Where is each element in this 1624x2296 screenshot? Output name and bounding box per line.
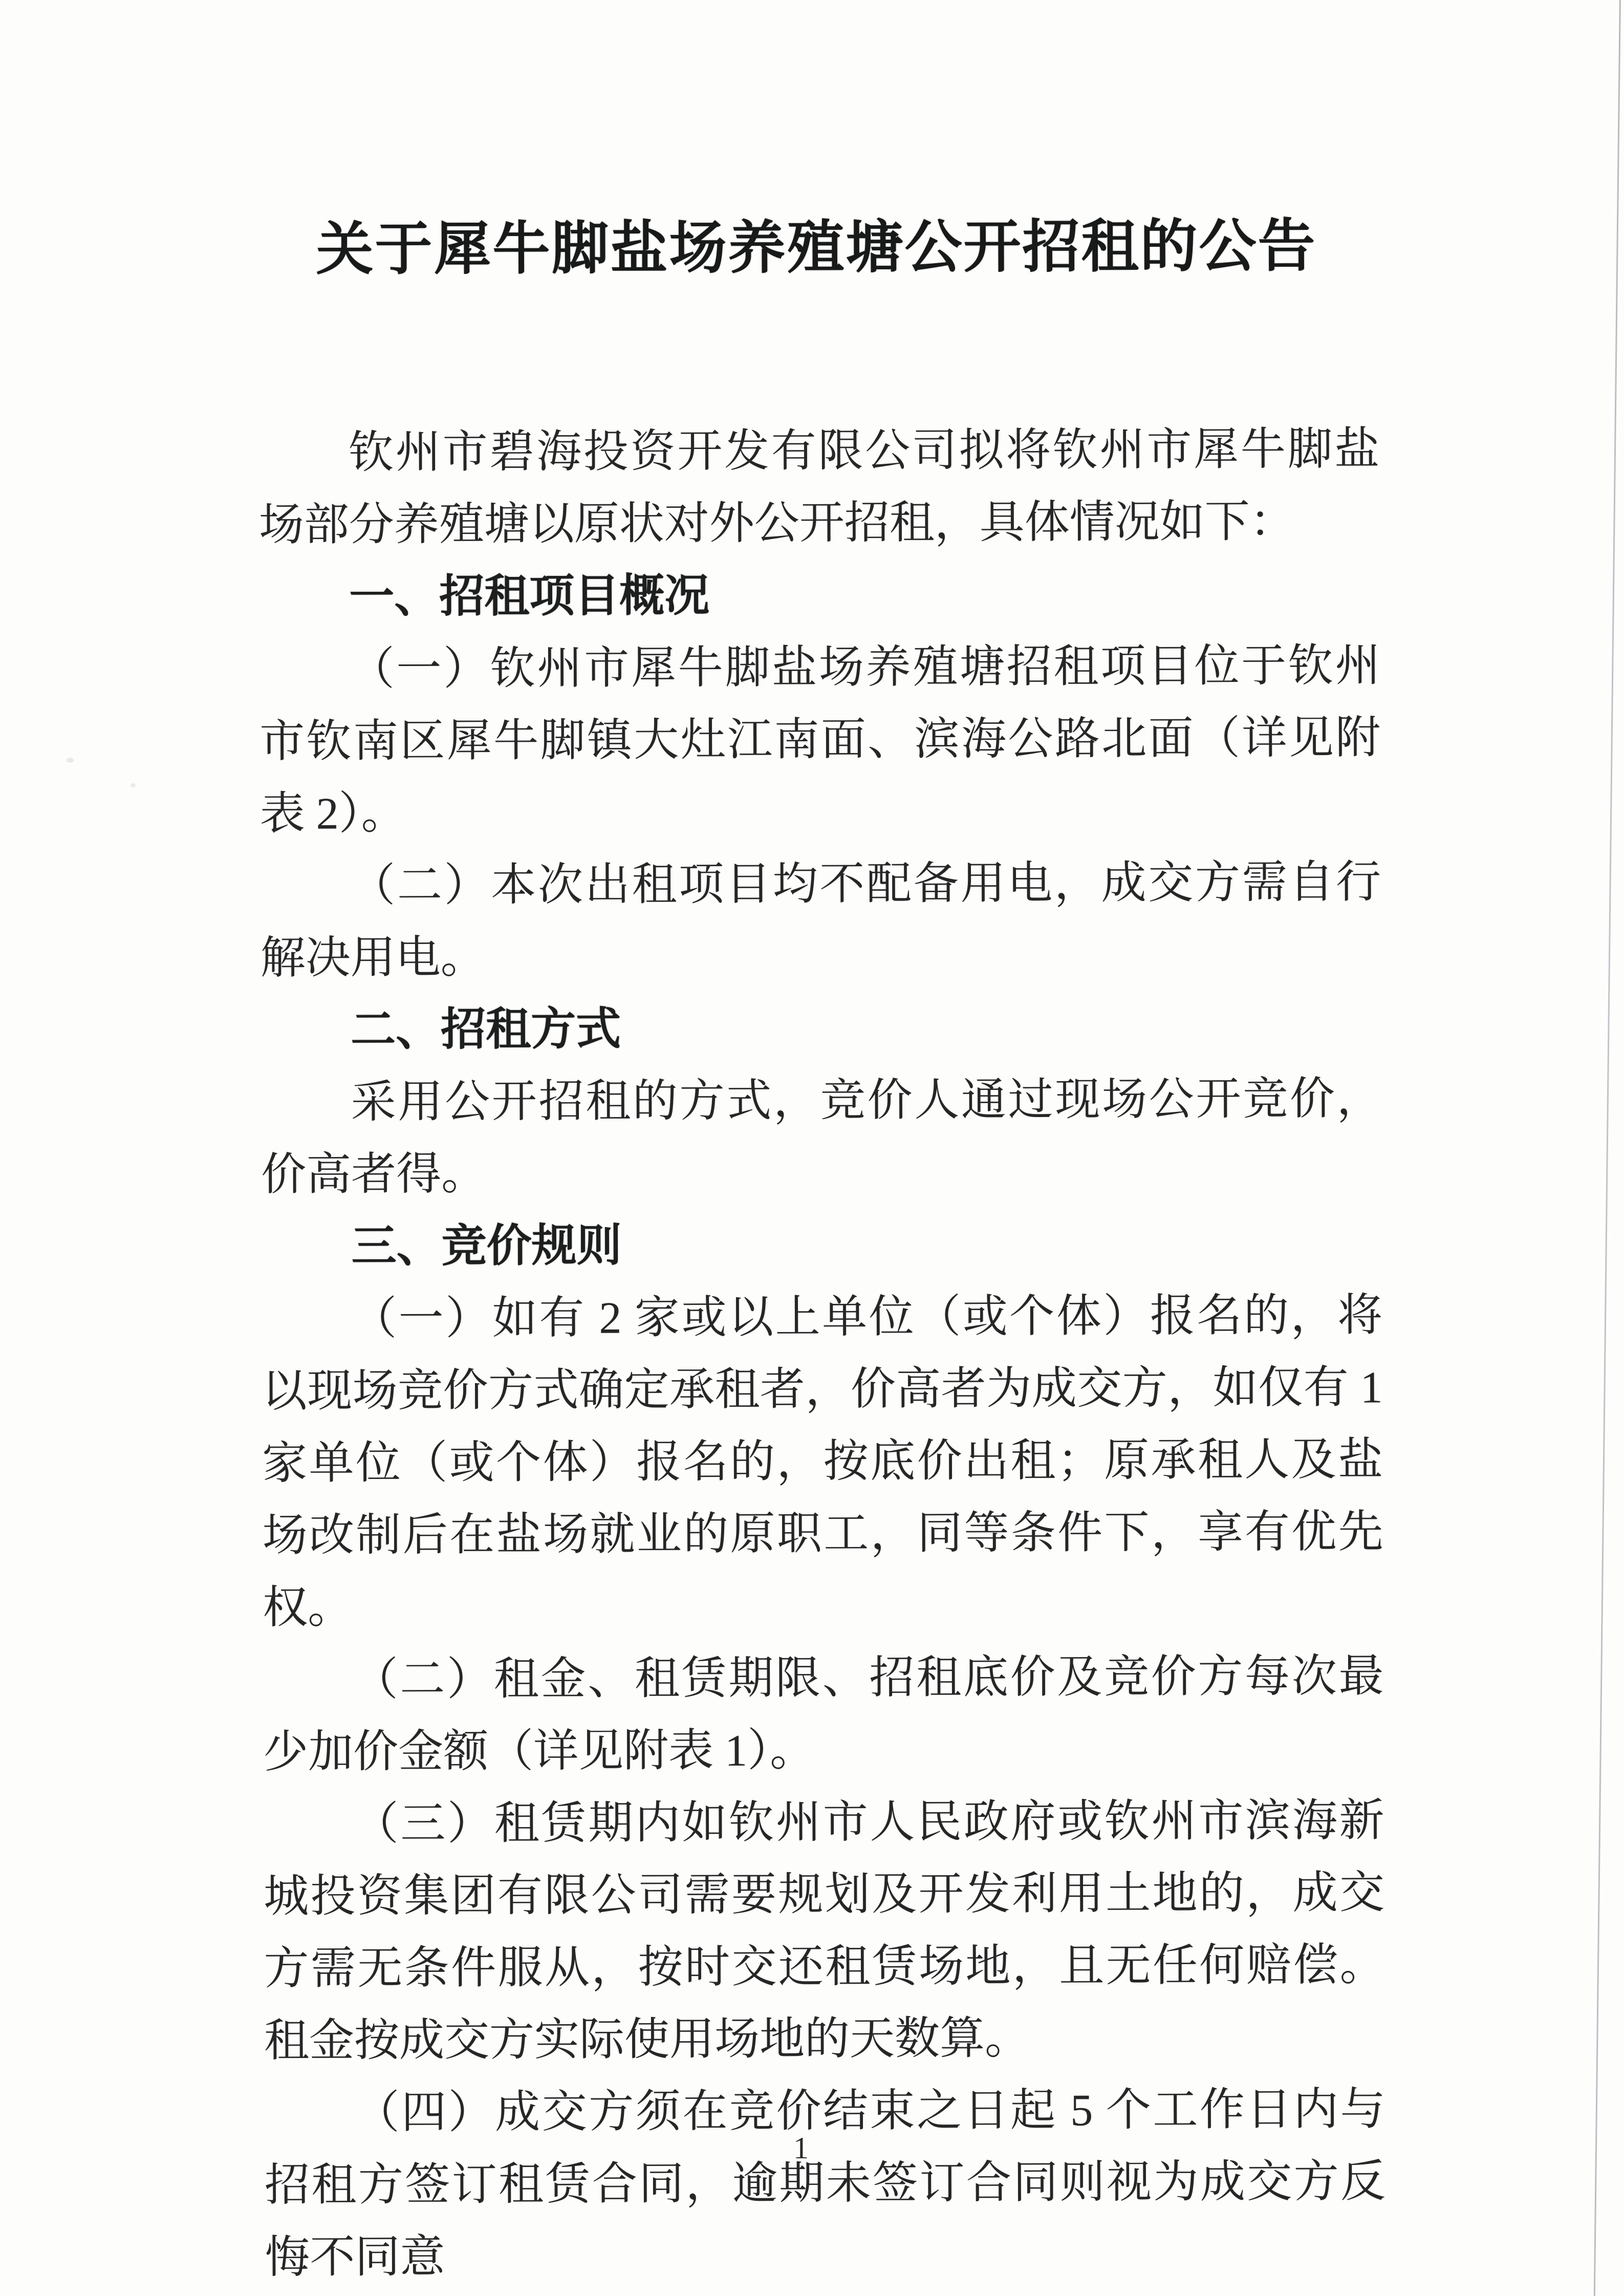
paragraph-3-4: （四）成交方须在竞价结束之日起 5 个工作日内与招租方签订租赁合同，逾期未签订合同则视为成交方反悔不同意 [264, 2085, 1386, 2283]
page-number: 1 [793, 2131, 809, 2165]
paragraph-1-2: （二）本次出租项目均不配备用电，成交方需自行解决用电。 [260, 857, 1381, 983]
scan-speck [131, 783, 136, 787]
paragraph-3-2: （二）租金、租赁期限、招租底价及竞价方每次最少加价金额（详见附表 1）。 [263, 1651, 1384, 1777]
paragraph-2-1: 采用公开招租的方式，竞价人通过现场公开竞价，价高者得。 [261, 1074, 1382, 1200]
section-heading-3: 三、竞价规则 [351, 1221, 622, 1272]
section-heading-1: 一、招租项目概况 [349, 571, 710, 623]
paragraph-3-3: （三）租赁期内如钦州市人民政府或钦州市滨海新城投资集团有限公司需要规划及开发利用土地的，成交方需无条件服从，按时交还租赁场地，且无任何赔偿。租金按成交方实际使用场地的天数算。 [263, 1796, 1385, 2066]
paragraph-1-1: （一）钦州市犀牛脚盐场养殖塘招租项目位于钦州市钦南区犀牛脚镇大灶江南面、滨海公路北面（详见附表 2）。 [259, 641, 1381, 839]
section-heading-2: 二、招租方式 [351, 1004, 621, 1056]
paragraph-intro: 钦州市碧海投资开发有限公司拟将钦州市犀牛脚盐场部分养殖塘以原状对外公开招租，具体情况如下： [258, 424, 1380, 550]
scan-speck [67, 758, 74, 763]
document-body [258, 413, 1386, 2294]
scan-edge-artifact [1594, 0, 1621, 2296]
paragraph-3-1: （一）如有 2 家或以上单位（或个体）报名的，将以现场竞价方式确定承租者，价高者为成交方，如仅有 1 家单位（或个体）报名的，按底价出租；原承租人及盐场改制后在盐场就业的原职工，同等条件下，享有优先权。 [262, 1291, 1383, 1633]
document-title: 关于犀牛脚盐场养殖塘公开招租的公告 [316, 214, 1317, 282]
